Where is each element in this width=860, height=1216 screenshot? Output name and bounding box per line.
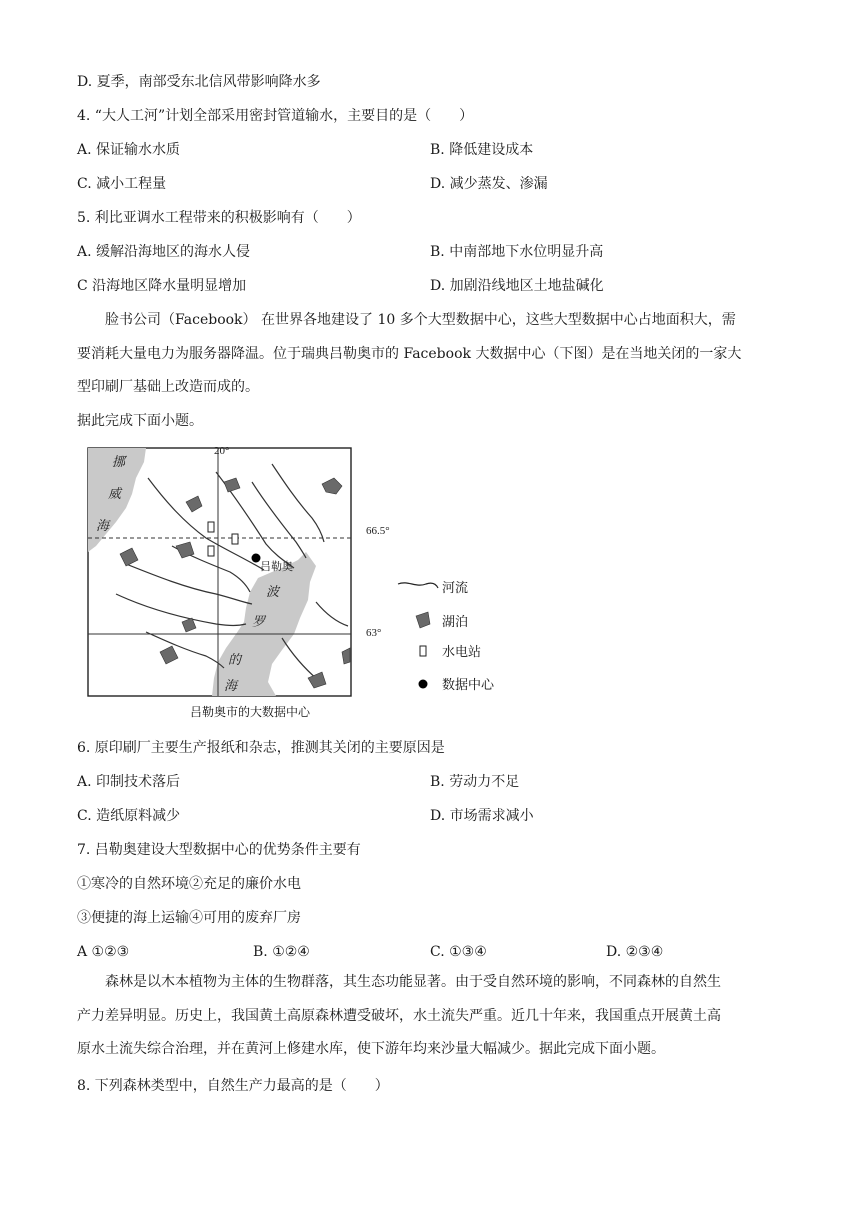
norwegian-sea-char-2: 威 [108,487,122,502]
q7-option-c: C. ①③④ [430,944,487,960]
passage-forest [77,966,782,1067]
q4-option-d: D. 减少蒸发、渗漏 [430,176,548,192]
q7-option-b: B. ①②④ [253,944,310,960]
q5-stem: 5. 利比亚调水工程带来的积极影响有（ ） [77,210,361,226]
q6-option-a: A. 印制技术落后 [77,774,181,790]
passage2-line2: 产力差异明显。历史上，我国黄土高原森林遭受破坏，水土流失严重。近几十年来，我国重点开展黄土高 [77,1007,721,1024]
parallel-63-label: 63° [366,627,382,639]
q8-stem: 8. 下列森林类型中，自然生产力最高的是（ ） [77,1078,389,1094]
q6-option-d: D. 市场需求减小 [430,808,534,824]
gulf-char-3: 的 [228,653,242,668]
q6-stem: 6. 原印刷厂主要生产报纸和杂志，推测其关闭的主要原因是 [77,740,445,756]
passage1-line1: 脸书公司（Facebook） 在世界各地建设了 10 多个大型数据中心，这些大型数据中心占地面积大，需 [105,312,736,328]
q6-option-b: B. 劳动力不足 [430,774,520,790]
legend-lake-icon [416,612,430,628]
passage2-line1: 森林是以木本植物为主体的生物群落，其生态功能显著。由于受自然环境的影响，不同森林的自然生 [105,974,721,990]
passage1-line3: 型印刷厂基础上改造而成的。 [77,379,259,395]
hydro-station-2 [208,546,214,556]
q7-option-a: A ①②③ [77,944,130,960]
legend-lake-label: 湖泊 [442,615,469,630]
q7-option-d: D. ②③④ [606,944,664,960]
q4-stem: 4. “大人工河”计划全部采用密封管道输水，主要目的是（ ） [77,108,474,124]
q4-option-b: B. 降低建设成本 [430,142,534,158]
gulf-char-2: 罗 [252,615,266,630]
passage1-line2: 要消耗大量电力为服务器降温。位于瑞典吕勒奥市的 Facebook 大数据中心（下图）是在当地关闭的一家大 [77,345,742,362]
legend-river-icon [398,583,438,588]
legend-datacenter-icon [419,680,428,689]
norwegian-sea-char-3: 海 [96,519,110,534]
hydro-station-3 [232,534,238,544]
legend-hydro-icon [420,646,426,656]
city-label: 吕勒奥 [260,560,293,573]
q7-conditions-2: ③便捷的海上运输④可用的废弃厂房 [77,910,301,926]
hydro-station-1 [208,522,214,532]
passage-facebook [77,304,782,405]
q4-option-a: A. 保证输水水质 [77,142,181,158]
norwegian-sea-char-1: 挪 [112,455,126,470]
arctic-circle-label: 66.5° [366,525,390,537]
q5-option-a: A. 缓解沿海地区的海水人侵 [77,244,251,260]
legend-river-label: 河流 [442,581,469,596]
passage1-prompt: 据此完成下面小题。 [77,413,203,429]
gulf-char-1: 波 [266,585,280,600]
legend-hydro-label: 水电站 [442,645,482,660]
legend-datacenter-label: 数据中心 [442,678,495,693]
map-caption: 吕勒奥市的大数据中心 [190,705,311,719]
passage2-line3: 原水土流失综合治理，并在黄河上修建水库，使下游年均来沙量大幅减少。据此完成下面小题。 [77,1041,665,1057]
q4-option-c: C. 减小工程量 [77,176,167,192]
q3-option-d: D. 夏季，南部受东北信风带影响降水多 [77,74,321,90]
q7-stem: 7. 吕勒奥建设大型数据中心的优势条件主要有 [77,842,361,858]
gulf-char-4: 海 [224,679,238,694]
q5-option-d: D. 加剧沿线地区土地盐碱化 [430,278,604,294]
q7-conditions-1: ①寒冷的自然环境②充足的廉价水电 [77,876,301,892]
q5-option-c: C 沿海地区降水量明显增加 [77,278,247,294]
q5-option-b: B. 中南部地下水位明显升高 [430,244,604,260]
meridian-label: 20° [214,445,230,457]
lulea-map-figure [86,442,506,722]
q6-option-c: C. 造纸原料减少 [77,808,181,824]
